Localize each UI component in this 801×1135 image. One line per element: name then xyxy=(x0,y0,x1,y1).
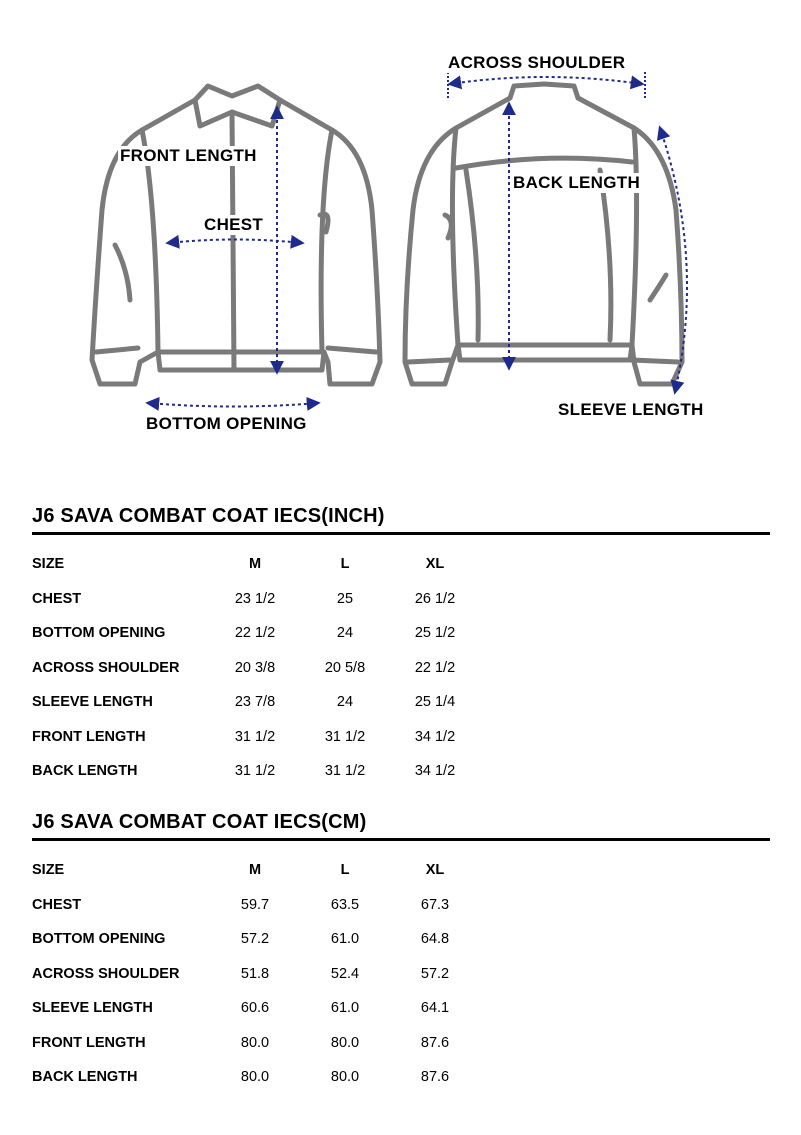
row-label: SLEEVE LENGTH xyxy=(32,1000,153,1017)
cell-xl: 25 1/2 xyxy=(414,625,456,642)
header-m: M xyxy=(248,862,262,879)
table-row xyxy=(32,888,480,923)
row-label: FRONT LENGTH xyxy=(32,1034,146,1051)
inch-size-section xyxy=(32,505,770,789)
cell-xl: 34 1/2 xyxy=(414,763,456,780)
cell-m: 59.7 xyxy=(240,896,270,913)
cell-m: 31 1/2 xyxy=(234,763,276,780)
row-label: BACK LENGTH xyxy=(32,763,138,780)
cm-header-row xyxy=(32,853,480,888)
across-shoulder-label: ACROSS SHOULDER xyxy=(448,53,626,72)
cell-l: 63.5 xyxy=(330,896,360,913)
cell-xl: 26 1/2 xyxy=(414,590,456,607)
cell-m: 31 1/2 xyxy=(234,728,276,745)
row-label: BOTTOM OPENING xyxy=(32,625,166,642)
cell-l: 52.4 xyxy=(330,965,360,982)
cell-xl: 87.6 xyxy=(420,1069,450,1086)
cell-l: 61.0 xyxy=(330,1000,360,1017)
cell-l: 24 xyxy=(336,625,354,642)
inch-table-title: J6 SAVA COMBAT COAT IECS(INCH) xyxy=(32,505,770,535)
row-label: BOTTOM OPENING xyxy=(32,931,166,948)
table-row xyxy=(32,1026,480,1061)
header-m: M xyxy=(248,556,262,573)
cell-m: 20 3/8 xyxy=(234,659,276,676)
table-row xyxy=(32,582,480,617)
row-label: FRONT LENGTH xyxy=(32,728,146,745)
front-jacket-outline xyxy=(92,86,380,384)
bottom-opening-label: BOTTOM OPENING xyxy=(146,414,307,433)
table-row xyxy=(32,616,480,651)
cell-xl: 64.8 xyxy=(420,931,450,948)
cell-l: 61.0 xyxy=(330,931,360,948)
row-label: CHEST xyxy=(32,896,82,913)
chest-label: CHEST xyxy=(204,215,264,234)
header-l: L xyxy=(340,556,350,573)
cm-size-table xyxy=(32,853,480,1095)
back-jacket-outline xyxy=(405,84,682,384)
header-xl: XL xyxy=(425,862,445,879)
cell-l: 31 1/2 xyxy=(324,728,366,745)
cell-m: 60.6 xyxy=(240,1000,270,1017)
table-row xyxy=(32,1060,480,1095)
cell-l: 31 1/2 xyxy=(324,763,366,780)
cell-xl: 67.3 xyxy=(420,896,450,913)
cell-l: 24 xyxy=(336,694,354,711)
cell-xl: 25 1/4 xyxy=(414,694,456,711)
table-row xyxy=(32,754,480,789)
inch-size-table xyxy=(32,547,480,789)
bottom-opening-arrow xyxy=(148,403,318,407)
header-l: L xyxy=(340,862,350,879)
cell-l: 80.0 xyxy=(330,1034,360,1051)
cell-m: 51.8 xyxy=(240,965,270,982)
sleeve-length-label: SLEEVE LENGTH xyxy=(558,400,704,419)
table-row xyxy=(32,991,480,1026)
table-row xyxy=(32,922,480,957)
cell-xl: 87.6 xyxy=(420,1034,450,1051)
cell-xl: 22 1/2 xyxy=(414,659,456,676)
row-label: CHEST xyxy=(32,590,82,607)
cell-l: 25 xyxy=(336,590,354,607)
cm-size-section xyxy=(32,811,770,1095)
cell-xl: 57.2 xyxy=(420,965,450,982)
row-label: ACROSS SHOULDER xyxy=(32,965,180,982)
row-label: ACROSS SHOULDER xyxy=(32,659,180,676)
table-row xyxy=(32,720,480,755)
back-length-label: BACK LENGTH xyxy=(513,173,641,192)
cell-m: 80.0 xyxy=(240,1069,270,1086)
cell-xl: 64.1 xyxy=(420,1000,450,1017)
cell-m: 23 1/2 xyxy=(234,590,276,607)
table-row xyxy=(32,957,480,992)
cell-m: 80.0 xyxy=(240,1034,270,1051)
table-row xyxy=(32,651,480,686)
inch-header-row xyxy=(32,547,480,582)
cell-m: 57.2 xyxy=(240,931,270,948)
cell-xl: 34 1/2 xyxy=(414,728,456,745)
header-size: SIZE xyxy=(32,556,65,573)
cell-l: 80.0 xyxy=(330,1069,360,1086)
cell-l: 20 5/8 xyxy=(324,659,366,676)
row-label: SLEEVE LENGTH xyxy=(32,694,153,711)
front-length-label: FRONT LENGTH xyxy=(120,146,257,165)
measurement-diagram xyxy=(0,0,801,470)
cell-m: 22 1/2 xyxy=(234,625,276,642)
cm-table-title: J6 SAVA COMBAT COAT IECS(CM) xyxy=(32,811,770,841)
row-label: BACK LENGTH xyxy=(32,1069,138,1086)
cell-m: 23 7/8 xyxy=(234,694,276,711)
header-size: SIZE xyxy=(32,862,65,879)
header-xl: XL xyxy=(425,556,445,573)
table-row xyxy=(32,685,480,720)
